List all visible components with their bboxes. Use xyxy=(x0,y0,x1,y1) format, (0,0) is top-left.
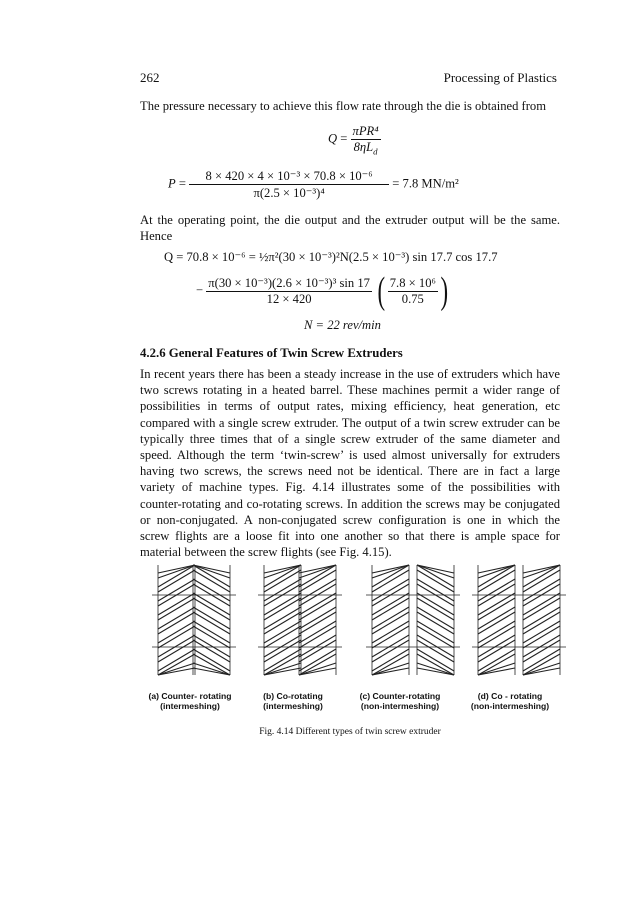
eq2-lhs: P xyxy=(168,176,176,191)
eq2-numerator: 8 × 420 × 4 × 10⁻³ × 70.8 × 10⁻⁶ xyxy=(205,169,373,183)
intro-line: The pressure necessary to achieve this flow rate through the die is obtained from xyxy=(140,99,547,113)
equation-flow-rate xyxy=(328,124,381,155)
eq3-paren-fraction xyxy=(388,276,438,307)
eq2-fraction xyxy=(189,168,389,201)
eq2-equals: = xyxy=(178,176,186,191)
page-number: 262 xyxy=(140,70,160,85)
panel-d-label xyxy=(454,691,566,711)
section-heading xyxy=(140,346,403,361)
panel-c-label-line2: (non-intermeshing) xyxy=(360,701,440,711)
panel-a-label-line2: (intermeshing) xyxy=(160,701,220,711)
screw-panels xyxy=(152,565,566,675)
eq1-lhs: Q xyxy=(328,131,338,146)
twin-screw-figure xyxy=(138,555,568,685)
eq3-frac-numerator: π(30 × 10⁻³)(2.6 × 10⁻³)³ sin 17 xyxy=(208,276,370,290)
eq3-paren-numerator: 7.8 × 10⁶ xyxy=(389,275,436,290)
panel-d-label-line1: (d) Co - rotating xyxy=(477,691,543,701)
equation-pressure xyxy=(168,168,459,201)
screw-panel-d xyxy=(472,565,566,675)
panel-c-label-line1: (c) Counter-rotating xyxy=(359,691,441,701)
section-number: 4.2.6 xyxy=(140,346,166,360)
eq3-paren-denominator: 0.75 xyxy=(388,291,438,307)
panel-b-label-line1: (b) Co-rotating xyxy=(263,691,323,701)
panel-d-label-line2: (non-intermeshing) xyxy=(470,701,550,711)
panel-a-label xyxy=(136,691,244,711)
eq1-numerator: πPR⁴ xyxy=(352,124,379,138)
body-paragraph: In recent years there has been a steady increase in the use of extruders which have two screws rotating in a heated barrel. These machines permit a wider range of possibilities in terms of output rates, mixing efficiency, heat generation, etc compared with a single screw extruder. The output of a twin screw extruder can be typically three times that of a single screw extruder of the same diameter and speed. Although the term ‘twin-screw’ is used almost universally for extruders having two screws, the screws need not be identical. There are in fact a large variety of machine types. Fig. 4.14 illustrates some of the possibilities with counter-rotating and co-rotating screws. In addition the screws may be conjugated or non-conjugated. A non-conjugated screw configuration is one in which the screw flights are a loose fit into one another so that there is ample space for material between the screw flights (see Fig. 4.15). xyxy=(140,367,560,560)
panel-b-label-line2: (intermeshing) xyxy=(263,701,323,711)
right-paren: ) xyxy=(440,270,449,312)
equation-extruder-output-continued xyxy=(196,270,451,312)
eq1-den-sub: d xyxy=(373,146,378,157)
eq1-fraction xyxy=(351,124,381,155)
eq1-denominator xyxy=(351,139,381,155)
eq2-result: = 7.8 MN/m² xyxy=(392,176,459,191)
left-paren: ( xyxy=(377,270,386,312)
eq3-minus: − xyxy=(196,282,204,297)
panel-b-label xyxy=(242,691,344,711)
figure-caption: Fig. 4.14 Different types of twin screw extruder xyxy=(259,727,441,737)
eq1-equals: = xyxy=(340,131,348,146)
screw-panel-c xyxy=(366,565,460,675)
running-title: Processing of Plastics xyxy=(443,70,557,85)
panel-a-label-line1: (a) Counter- rotating xyxy=(148,691,232,701)
eq1-den-main: 8ηL xyxy=(353,140,374,154)
equation-extruder-output: Q = 70.8 × 10⁻⁶ = ½π²(30 × 10⁻³)²N(2.5 × 10⁻³) sin 17.7 cos 17.7 xyxy=(164,250,498,264)
section-title: General Features of Twin Screw Extruders xyxy=(168,346,403,360)
screw-panel-a xyxy=(152,565,236,675)
eq2-denominator: π(2.5 × 10⁻³)⁴ xyxy=(189,184,389,201)
eq3-frac-denominator: 12 × 420 xyxy=(206,291,372,307)
screw-panel-b xyxy=(258,565,342,675)
panel-c-label xyxy=(346,691,454,711)
operating-point-text: At the operating point, the die output and the extruder output will be the same. Hence xyxy=(140,213,560,244)
equation-speed-result: N = 22 rev/min xyxy=(304,318,381,332)
eq3-fraction xyxy=(206,275,372,307)
